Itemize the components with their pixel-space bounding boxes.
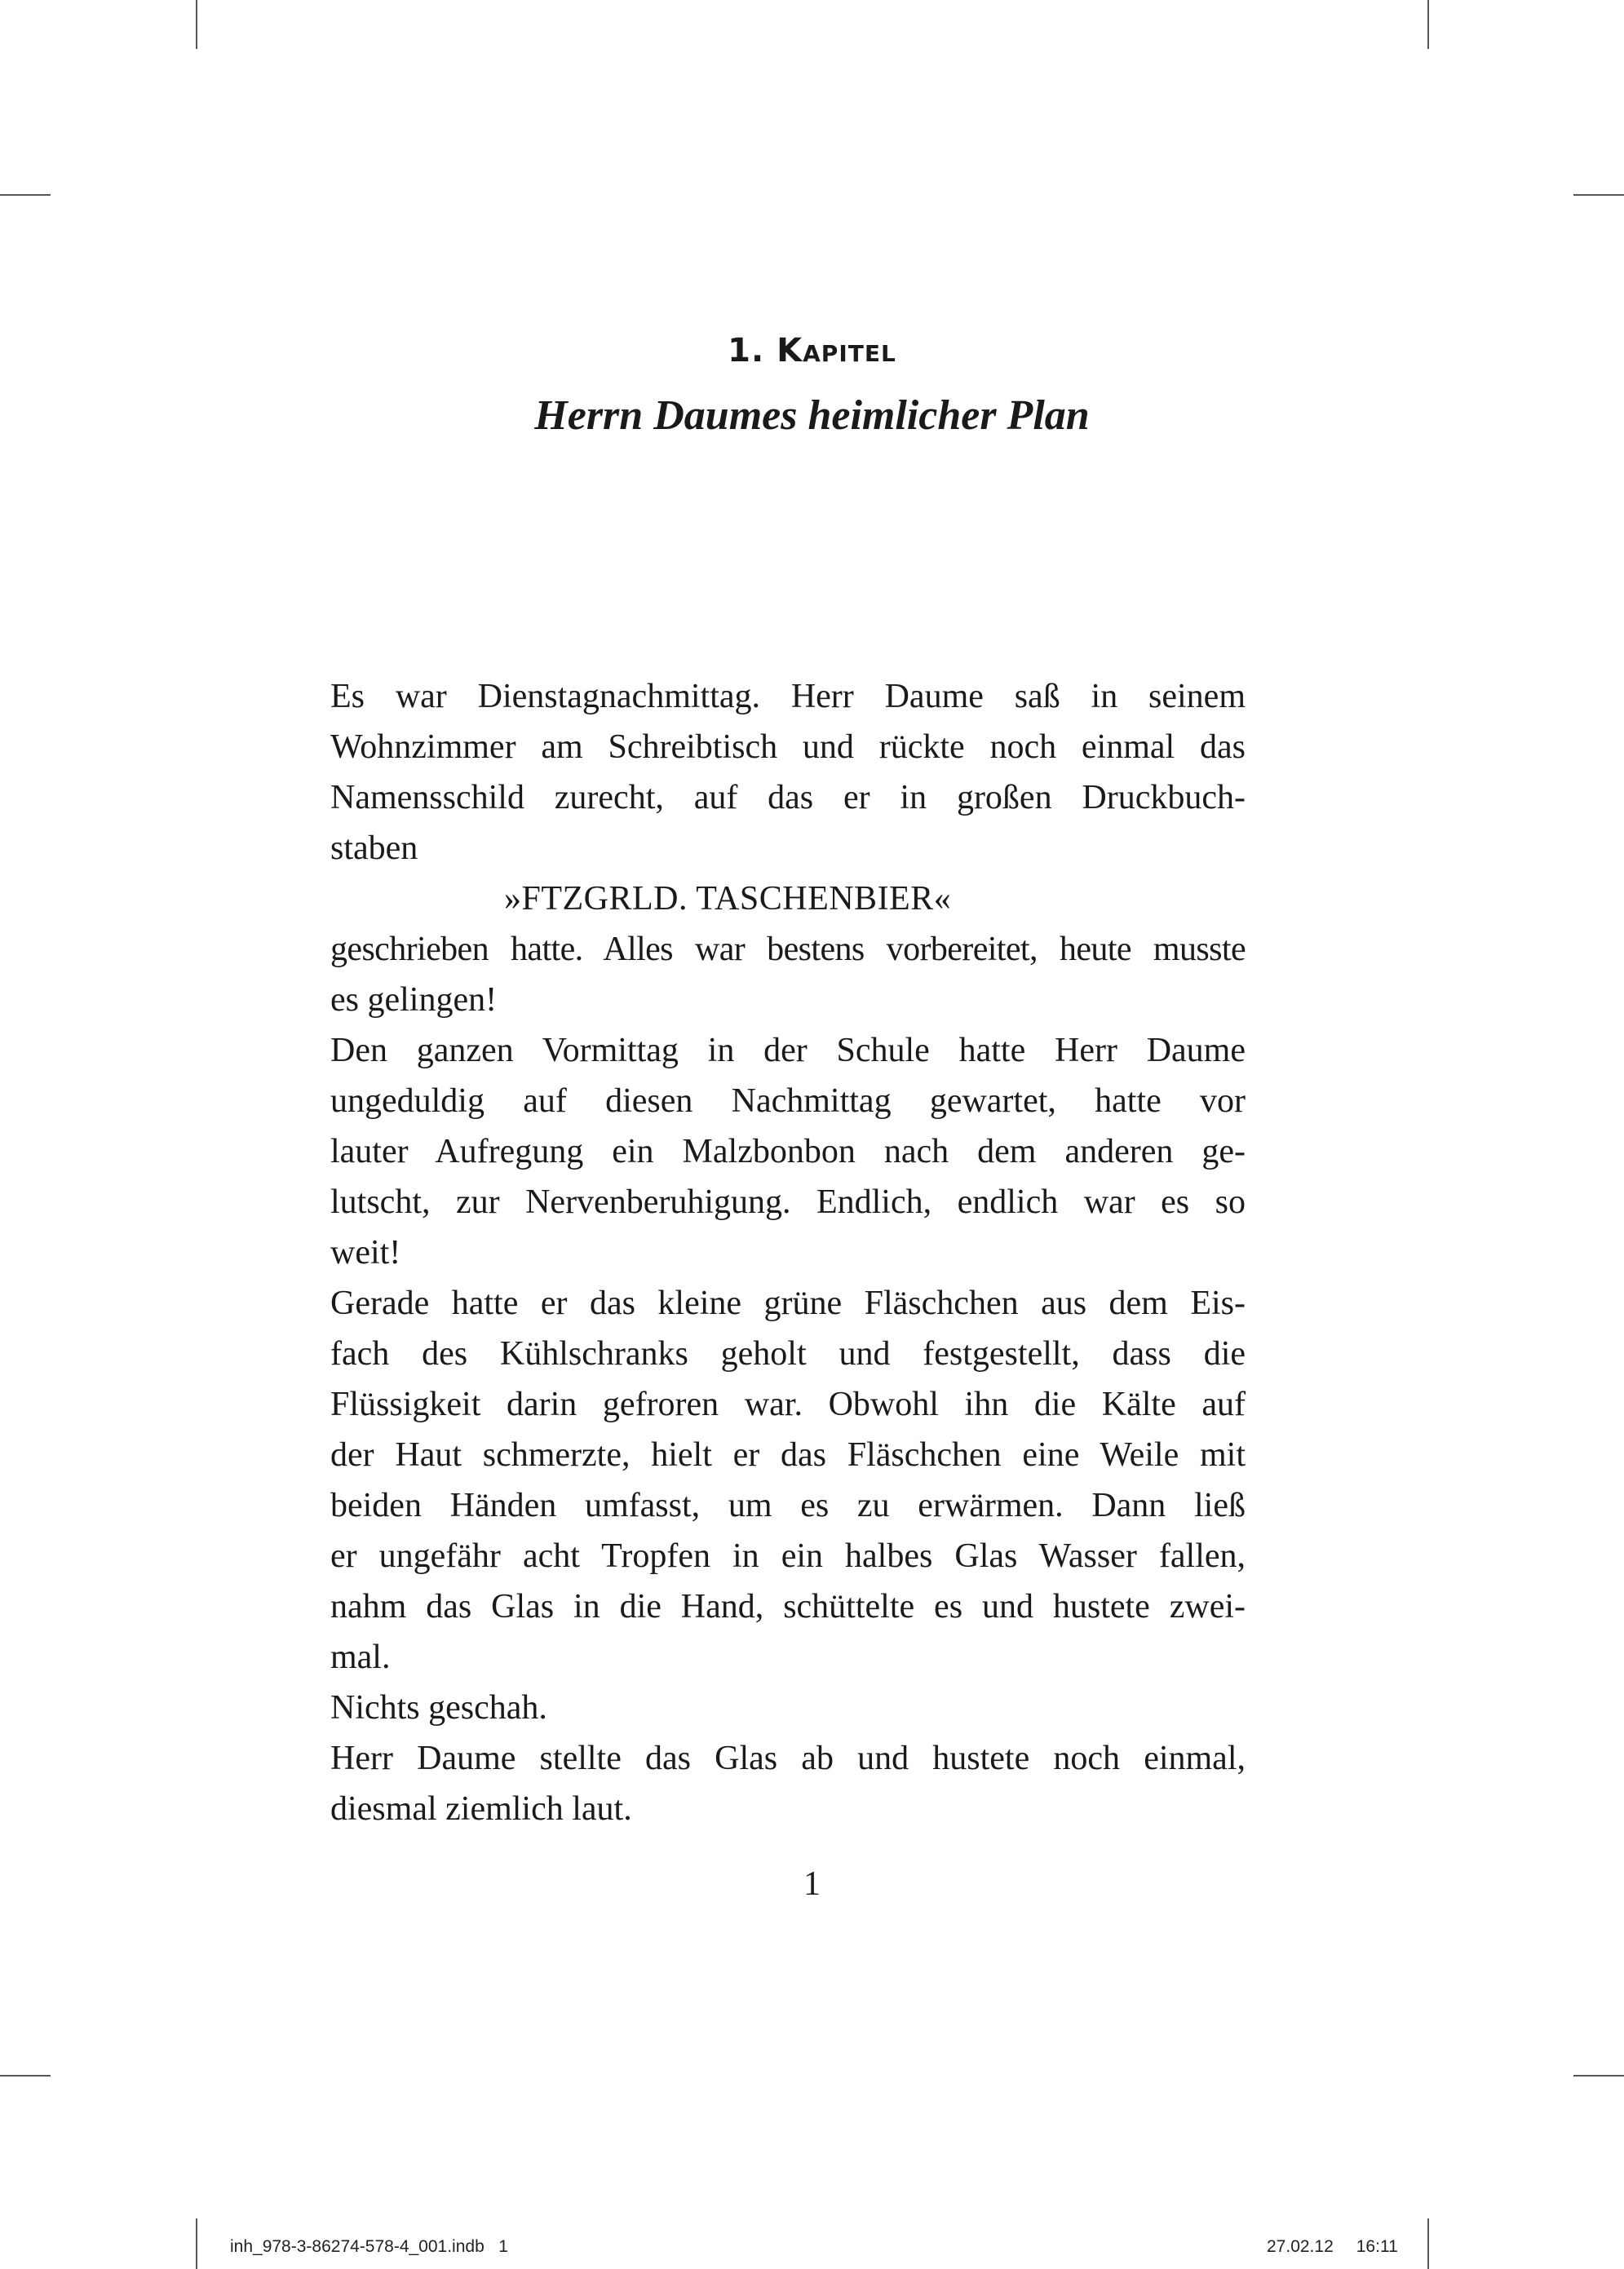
crop-mark-top-right (1427, 0, 1429, 49)
body-line: diesmal ziemlich laut. (330, 1790, 632, 1828)
body-text (330, 671, 1246, 1834)
body-line: Flüssigkeit darin gefroren war. Obwohl ihn die Kälte auf (330, 1386, 1246, 1423)
body-line: es gelingen! (330, 981, 498, 1019)
body-line: der Haut schmerzte, hielt er das Fläschchen eine Weile mit (330, 1436, 1246, 1474)
page-number: 1 (803, 1865, 821, 1903)
print-slug-date: 27.02.12 (1267, 2237, 1334, 2256)
print-slug-file: inh_978-3-86274-578-4_001.indb 1 (230, 2237, 508, 2256)
body-line: beiden Händen umfasst, um es zu erwärmen. Dann ließ (330, 1487, 1246, 1524)
body-line: geschrieben hatte. Alles war bestens vorbereitet, heute musste (330, 931, 1246, 968)
name-sign-text: »FTZGRLD. TASCHENBIER« (504, 880, 952, 918)
body-line: Wohnzimmer am Schreibtisch und rückte noch einmal das (330, 728, 1246, 766)
crop-mark-left-upper (0, 194, 51, 196)
crop-mark-bottom-right (1427, 2218, 1429, 2269)
body-line: er ungefähr acht Tropfen in ein halbes Glas Wasser fallen, (330, 1537, 1246, 1575)
body-line: Gerade hatte er das kleine grüne Fläschchen aus dem Eis- (330, 1285, 1246, 1322)
chapter-label: Kapitel (777, 332, 896, 369)
body-line: lutscht, zur Nervenberuhigung. Endlich, endlich war es so (330, 1183, 1246, 1221)
chapter-heading (0, 326, 1624, 375)
chapter-number: 1. (728, 332, 765, 369)
print-slug-time: 16:11 (1356, 2237, 1398, 2256)
body-line: Namensschild zurecht, auf das er in großen Druckbuch- (330, 779, 1246, 816)
chapter-subtitle: Herrn Daumes heimlicher Plan (534, 392, 1090, 439)
crop-mark-right-lower (1573, 2075, 1624, 2077)
body-line: weit! (330, 1234, 401, 1272)
body-line: lauter Aufregung ein Malzbonbon nach dem anderen ge- (330, 1133, 1246, 1170)
body-line: Den ganzen Vormittag in der Schule hatte Herr Daume (330, 1032, 1246, 1069)
body-line: Es war Dienstagnachmittag. Herr Daume saß in seinem (330, 678, 1246, 715)
print-slug-timestamp (1267, 2236, 1398, 2258)
crop-mark-top-left (196, 0, 197, 49)
crop-mark-right-upper (1573, 194, 1624, 196)
body-line: fach des Kühlschranks geholt und festgestellt, dass die (330, 1335, 1246, 1373)
crop-mark-left-lower (0, 2075, 51, 2077)
body-line: mal. (330, 1639, 391, 1676)
body-line: staben (330, 829, 418, 867)
body-line: nahm das Glas in die Hand, schüttelte es und hustete zwei- (330, 1588, 1246, 1625)
body-line: Herr Daume stellte das Glas ab und hustete noch einmal, (330, 1740, 1246, 1777)
body-line: Nichts geschah. (330, 1689, 547, 1727)
body-line: ungeduldig auf diesen Nachmittag gewartet, hatte vor (330, 1082, 1246, 1120)
crop-mark-bottom-left (196, 2218, 197, 2269)
